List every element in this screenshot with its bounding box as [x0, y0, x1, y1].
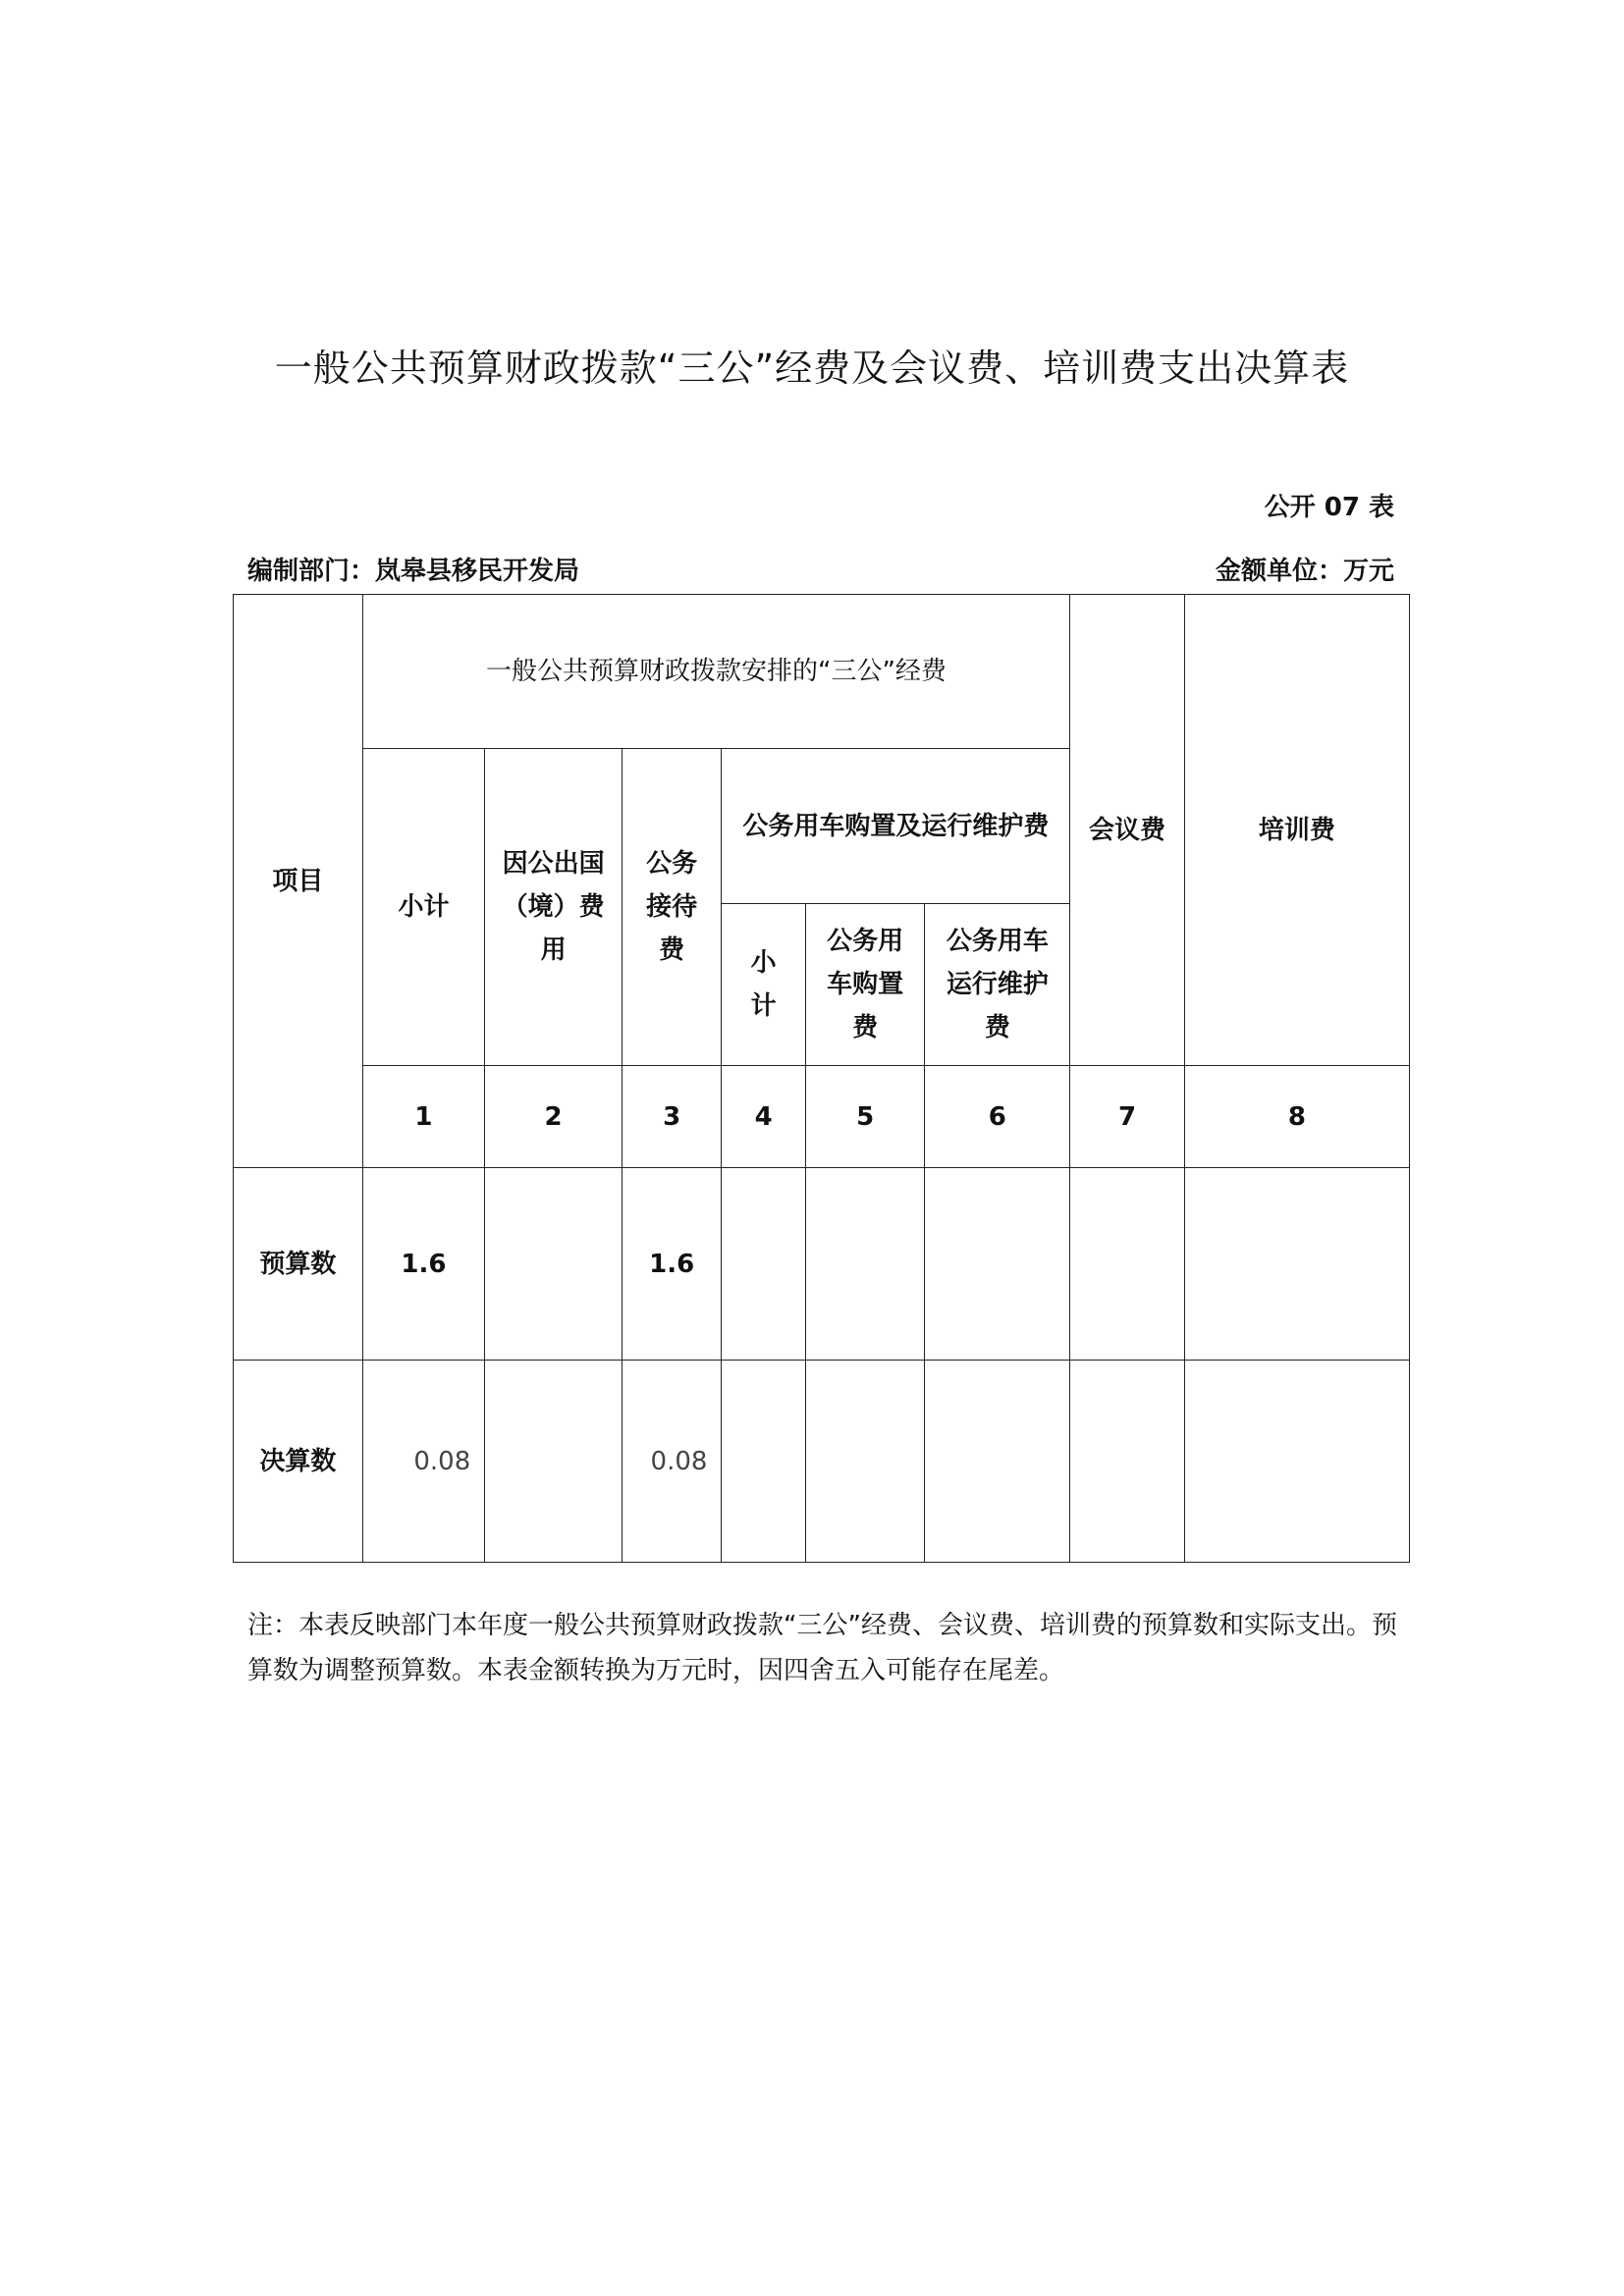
actual-vehicle-purchase-value	[805, 1361, 925, 1563]
actual-subtotal-value: 0.08	[362, 1361, 485, 1563]
header-vehicle-group: 公务用车购置及运行维护费	[722, 749, 1070, 904]
actual-vehicle-operation-value	[925, 1361, 1070, 1563]
budget-subtotal-value: 1.6	[362, 1168, 485, 1361]
actual-vehicle-subtotal-value	[722, 1361, 805, 1563]
unit-label: 金额单位：万元	[1215, 557, 1394, 586]
department-label: 编制部门：岚皋县移民开发局	[247, 557, 580, 586]
budget-training-value	[1184, 1168, 1409, 1361]
column-number: 5	[805, 1066, 925, 1168]
column-number: 8	[1184, 1066, 1409, 1168]
column-number: 7	[1070, 1066, 1185, 1168]
table-row-actual	[234, 1361, 1410, 1563]
header-sangong-group: 一般公共预算财政拨款安排的“三公”经费	[362, 595, 1070, 749]
header-overseas: 因公出国（境）费用	[485, 749, 623, 1066]
header-vehicle-subtotal: 小计	[722, 904, 805, 1066]
header-meeting: 会议费	[1070, 595, 1185, 1066]
budget-meeting-value	[1070, 1168, 1185, 1361]
budget-vehicle-subtotal-value	[722, 1168, 805, 1361]
row-label-budget: 预算数	[234, 1168, 363, 1361]
header-reception: 公务接待费	[622, 749, 722, 1066]
column-number: 1	[362, 1066, 485, 1168]
header-vehicle-operation: 公务用车运行维护费	[925, 904, 1070, 1066]
header-item: 项目	[234, 595, 363, 1168]
actual-reception-value: 0.08	[622, 1361, 722, 1563]
actual-overseas-value	[485, 1361, 623, 1563]
column-number: 6	[925, 1066, 1070, 1168]
header-vehicle-purchase: 公务用车购置费	[805, 904, 925, 1066]
expense-table	[233, 594, 1410, 1563]
column-number: 3	[622, 1066, 722, 1168]
header-subtotal: 小计	[362, 749, 485, 1066]
form-code: 公开 07 表	[1264, 493, 1394, 522]
budget-overseas-value	[485, 1168, 623, 1361]
budget-reception-value: 1.6	[622, 1168, 722, 1361]
budget-vehicle-operation-value	[925, 1168, 1070, 1361]
page-title: 一般公共预算财政拨款“三公”经费及会议费、培训费支出决算表	[274, 347, 1350, 390]
column-number: 4	[722, 1066, 805, 1168]
actual-training-value	[1184, 1361, 1409, 1563]
column-number: 2	[485, 1066, 623, 1168]
actual-meeting-value	[1070, 1361, 1185, 1563]
row-label-actual: 决算数	[234, 1361, 363, 1563]
table-row-budget	[234, 1168, 1410, 1361]
footnote: 注：本表反映部门本年度一般公共预算财政拨款“三公”经费、会议费、培训费的预算数和实际支出。预算数为调整预算数。本表金额转换为万元时，因四舍五入可能存在尾差。	[247, 1611, 1397, 1685]
header-training: 培训费	[1184, 595, 1409, 1066]
budget-vehicle-purchase-value	[805, 1168, 925, 1361]
